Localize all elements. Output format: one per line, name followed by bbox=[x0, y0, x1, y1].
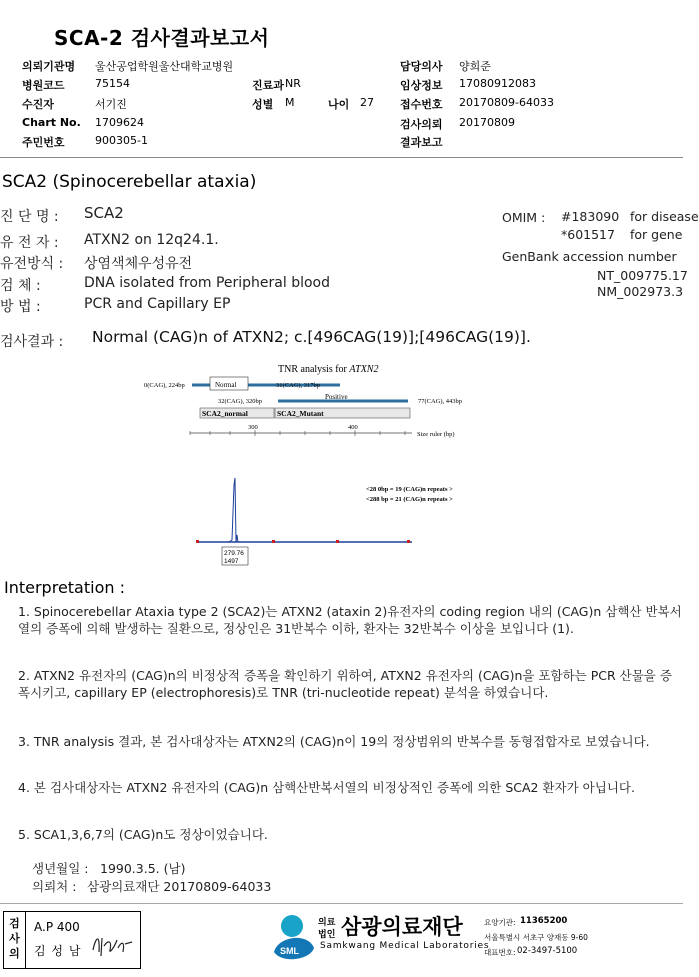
tick-400: 400 bbox=[348, 424, 358, 431]
request-label: 검사의뢰 bbox=[400, 118, 443, 131]
inst-code: 11365200 bbox=[520, 916, 568, 926]
dob-value: 1990.3.5. (남) bbox=[100, 861, 186, 876]
accession-label: 접수번호 bbox=[400, 98, 443, 111]
signer-role: 검사의 bbox=[4, 912, 26, 968]
referrer-value: 삼광의료재단 20170809-64033 bbox=[87, 879, 272, 894]
interpretation-heading: Interpretation : bbox=[4, 578, 125, 597]
dob-label: 생년월일 : bbox=[32, 861, 89, 876]
gene-value: ATXN2 on 12q24.1. bbox=[84, 232, 219, 248]
resident-label: 주민번호 bbox=[22, 136, 65, 149]
interpretation-paragraph-3: 3. TNR analysis 결과, 본 검사대상자는 ATXN2의 (CAG)n이 19의 정상범위의 반복수를 동형접합자로 보였습니다. bbox=[18, 734, 650, 749]
size-marker bbox=[407, 540, 410, 543]
chart-label: Chart No. bbox=[22, 116, 81, 129]
resident-value: 900305-1 bbox=[95, 134, 148, 147]
specimen-value: DNA isolated from Peripheral blood bbox=[84, 275, 331, 291]
peak-size: 279.76 bbox=[224, 550, 244, 557]
diagnosis-label: 진 단 명 : bbox=[0, 209, 59, 225]
size-marker bbox=[196, 540, 199, 543]
inheritance-value: 상염색체우성유전 bbox=[84, 256, 193, 272]
tnr-analysis-figure bbox=[130, 360, 510, 565]
hospcode-value: 75154 bbox=[95, 77, 130, 90]
figure-mid2-label: 32(CAG), 320bp bbox=[218, 398, 263, 405]
org-english: Samkwang Medical Laboratories bbox=[320, 941, 490, 951]
legend-line-2: <288 bp = 21 (CAG)n repeats > bbox=[366, 496, 453, 503]
org-small-1: 의료 bbox=[318, 918, 336, 928]
sex-value: M bbox=[285, 96, 295, 109]
omim-label: OMIM : bbox=[502, 210, 546, 225]
size-marker bbox=[272, 540, 275, 543]
specimen-label: 검 체 : bbox=[0, 278, 41, 294]
referrer-label: 의뢰처 : bbox=[32, 879, 77, 894]
patient-label: 수진자 bbox=[22, 98, 54, 111]
figure-right-label: 77(CAG), 443bp bbox=[418, 398, 463, 405]
diagnosis-value: SCA2 bbox=[84, 204, 124, 222]
report-title: SCA-2 검사결과보고서 bbox=[54, 26, 270, 50]
signature-image bbox=[90, 930, 134, 960]
figure-mid-label: 31(CAG), 317bp bbox=[276, 382, 321, 389]
accession-value: 20170809-64033 bbox=[459, 96, 554, 109]
org-address: 서울특별시 서초구 양재동 9-60 bbox=[484, 933, 588, 942]
logo-abbr: SML bbox=[280, 946, 299, 956]
institution-value: 울산공업학원울산대학교병원 bbox=[95, 60, 234, 73]
chart-value: 1709624 bbox=[95, 116, 144, 129]
positive-label: Positive bbox=[325, 393, 348, 401]
omim-for-disease: for disease bbox=[630, 209, 699, 224]
clinical-label: 임상정보 bbox=[400, 79, 443, 92]
method-value: PCR and Capillary EP bbox=[84, 296, 231, 312]
electropherogram-peak bbox=[229, 478, 238, 542]
samkwang-logo-icon bbox=[270, 912, 318, 964]
org-small-2: 법인 bbox=[318, 930, 336, 940]
genbank-acc-2: NM_002973.3 bbox=[597, 284, 684, 299]
omim-id-gene: *601517 bbox=[561, 227, 615, 242]
genbank-label: GenBank accession number bbox=[502, 249, 677, 264]
doctor-value: 양희준 bbox=[459, 60, 491, 73]
interpretation-paragraph-1: 1. Spinocerebellar Ataxia type 2 (SCA2)는 ATXN2 (ataxin 2)유전자의 coding region 내의 (CAG)n 삼핵산 반복서열의 증폭에 의해 발생하는 질환으로, 정상인은 31반복수 이하, 환자는 32반복수 이상을 보입니다 (1). bbox=[18, 604, 682, 636]
sex-label: 성별 bbox=[252, 98, 274, 111]
signer-box bbox=[3, 911, 141, 969]
section-title: SCA2 (Spinocerebellar ataxia) bbox=[2, 172, 257, 192]
header-divider bbox=[0, 157, 683, 158]
inheritance-label: 유전방식 : bbox=[0, 256, 64, 272]
institution-label: 의뢰기관명 bbox=[22, 60, 76, 73]
size-ruler-label: Size ruler (bp) bbox=[417, 431, 455, 438]
patient-value: 서기진 bbox=[95, 98, 127, 111]
hospcode-label: 병원코드 bbox=[22, 79, 65, 92]
gene-label: 유 전 자 : bbox=[0, 235, 59, 251]
signer-code: A.P 400 bbox=[34, 920, 80, 934]
age-label: 나이 bbox=[328, 98, 350, 111]
footer-divider bbox=[0, 903, 683, 904]
tick-300: 300 bbox=[248, 424, 258, 431]
doctor-label: 담당의사 bbox=[400, 60, 443, 73]
dept-label: 진료과 bbox=[252, 79, 284, 92]
result-value: Normal (CAG)n of ATXN2; c.[496CAG(19)];[496CAG(19)]. bbox=[92, 328, 531, 346]
interpretation-paragraph-5: 5. SCA1,3,6,7의 (CAG)n도 정상이었습니다. bbox=[18, 827, 268, 842]
signer-name: 김 성 남 bbox=[34, 944, 82, 958]
phone: 02-3497-5100 bbox=[517, 946, 578, 956]
interpretation-paragraph-4: 4. 본 검사대상자는 ATXN2 유전자의 (CAG)n 삼핵산반복서열의 비정상적인 증폭에 의한 SCA2 환자가 아닙니다. bbox=[18, 780, 635, 795]
legend-line-1: <28 0bp = 19 (CAG)n repeats > bbox=[366, 486, 453, 493]
interpretation-paragraph-2: 2. ATXN2 유전자의 (CAG)n의 비정상적 증폭을 확인하기 위하여, ATXN2 유전자의 (CAG)n을 포함하는 PCR 산물을 증폭시키고, capillary EP (electrophoresis)로 TNR (tri-nucleotide repeat) 분석을 하였습니다. bbox=[18, 668, 672, 700]
result-report-label: 결과보고 bbox=[400, 136, 443, 149]
sca2-normal-label: SCA2_normal bbox=[202, 409, 248, 418]
request-value: 20170809 bbox=[459, 116, 515, 129]
omim-for-gene: for gene bbox=[630, 227, 683, 242]
inst-code-label: 요양기관: bbox=[484, 918, 516, 927]
omim-id-disease: #183090 bbox=[561, 209, 620, 224]
method-label: 방 법 : bbox=[0, 299, 41, 315]
genbank-acc-1: NT_009775.17 bbox=[597, 268, 688, 283]
dept-value: NR bbox=[285, 77, 301, 90]
figure-title: TNR analysis for ATXN2 bbox=[278, 364, 379, 375]
figure-left-label: 0(CAG), 224bp bbox=[144, 382, 185, 389]
normal-box-label: Normal bbox=[215, 381, 237, 389]
result-label: 검사결과 : bbox=[0, 334, 64, 350]
sca2-mutant-label: SCA2_Mutant bbox=[277, 409, 324, 418]
phone-label: 대표번호: bbox=[484, 948, 516, 957]
age-value: 27 bbox=[360, 96, 374, 109]
clinical-value: 17080912083 bbox=[459, 77, 536, 90]
peak-height: 1497 bbox=[224, 558, 239, 565]
size-marker bbox=[336, 540, 339, 543]
org-name: 삼광의료재단 bbox=[341, 915, 463, 939]
